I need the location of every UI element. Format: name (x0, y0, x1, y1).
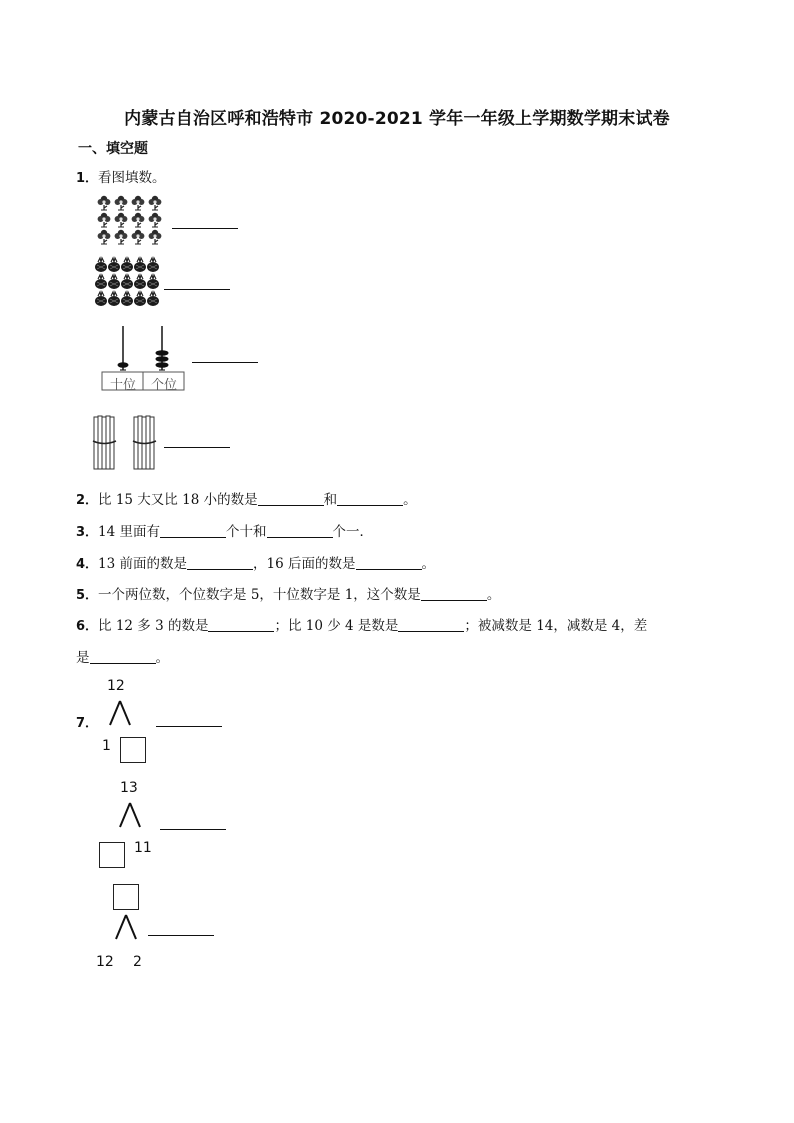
question-text: 看图填数。 (98, 170, 166, 186)
pineapple-icon (134, 275, 146, 289)
flower-icon (132, 196, 145, 210)
question-4: 4．13 前面的数是 ，16 后面的数是 。 (76, 556, 436, 572)
tree-2-top-number: 13 (120, 780, 138, 796)
answer-blank[interactable] (258, 491, 324, 506)
answer-blank[interactable] (148, 921, 214, 936)
pineapple-icon (95, 292, 107, 306)
answer-blank[interactable] (187, 555, 253, 570)
tree-3-right-number: 2 (133, 954, 142, 970)
tree-3-answer-box[interactable] (113, 884, 139, 910)
question-number: 1． (76, 171, 99, 186)
answer-blank[interactable] (160, 523, 226, 538)
tree-2-answer-box[interactable] (99, 842, 125, 868)
question-6-line-2: 是 。 (76, 650, 169, 666)
answer-blank[interactable] (192, 348, 258, 363)
pineapple-icon (134, 258, 146, 272)
flower-icon (132, 230, 145, 244)
answer-blank[interactable] (90, 649, 156, 664)
answer-blank[interactable] (398, 617, 464, 632)
pineapple-icon (121, 275, 133, 289)
tree-1-top-number: 12 (107, 678, 125, 694)
flower-icon (115, 196, 128, 210)
answer-blank[interactable] (164, 433, 230, 448)
pineapple-icon (121, 258, 133, 272)
flower-icon (149, 213, 162, 227)
split-lines-icon (118, 802, 142, 828)
question-6: 6．比 12 多 3 的数是 ；比 10 少 4 是数是 ；被减数是 14，减数是 4，差 (76, 618, 648, 634)
answer-blank[interactable] (267, 523, 333, 538)
tree-1-left-number: 1 (102, 738, 111, 754)
tree-2-right-number: 11 (134, 840, 152, 856)
answer-blank[interactable] (160, 815, 226, 830)
flower-icon (115, 213, 128, 227)
flower-icon (98, 213, 111, 227)
pineapple-icon (147, 258, 159, 272)
split-lines-icon (114, 914, 138, 940)
pineapple-icon (134, 292, 146, 306)
answer-blank[interactable] (337, 491, 403, 506)
pineapple-icon (95, 258, 107, 272)
answer-blank[interactable] (156, 712, 222, 727)
answer-blank[interactable] (208, 617, 274, 632)
tree-1-answer-box[interactable] (120, 737, 146, 763)
ones-place-label: 个位 (150, 378, 177, 393)
pineapple-icon (121, 292, 133, 306)
tens-place-label: 十位 (109, 378, 136, 393)
section-heading: 一、填空题 (78, 141, 148, 157)
question-3: 3．14 里面有 个十和 个一． (76, 524, 374, 540)
pineapple-icon (95, 275, 107, 289)
answer-blank[interactable] (421, 586, 487, 601)
flower-icon (132, 213, 145, 227)
page-title: 内蒙古自治区呼和浩特市 2020-2021 学年一年级上学期数学期末试卷 (124, 109, 670, 129)
answer-blank[interactable] (164, 275, 230, 290)
pineapple-picture (94, 255, 164, 313)
pineapple-icon (108, 258, 120, 272)
pineapple-icon (108, 275, 120, 289)
flower-icon (115, 230, 128, 244)
flower-icon (149, 196, 162, 210)
flower-icon (98, 230, 111, 244)
flower-icon (149, 230, 162, 244)
question-2: 2．比 15 大又比 18 小的数是 和 。 (76, 492, 417, 508)
question-1 (76, 166, 166, 186)
question-5: 5．一个两位数，个位数字是 5，十位数字是 1，这个数是 。 (76, 587, 501, 603)
flower-icon (98, 196, 111, 210)
flower-picture (96, 195, 168, 247)
pineapple-icon (147, 292, 159, 306)
stick-bundles-icon (92, 413, 164, 471)
answer-blank[interactable] (356, 555, 422, 570)
pineapple-icon (108, 292, 120, 306)
split-lines-icon (108, 700, 132, 726)
question-7-number: 7． (76, 716, 99, 731)
pineapple-icon (147, 275, 159, 289)
answer-blank[interactable] (172, 214, 238, 229)
tree-3-left-number: 12 (96, 954, 114, 970)
